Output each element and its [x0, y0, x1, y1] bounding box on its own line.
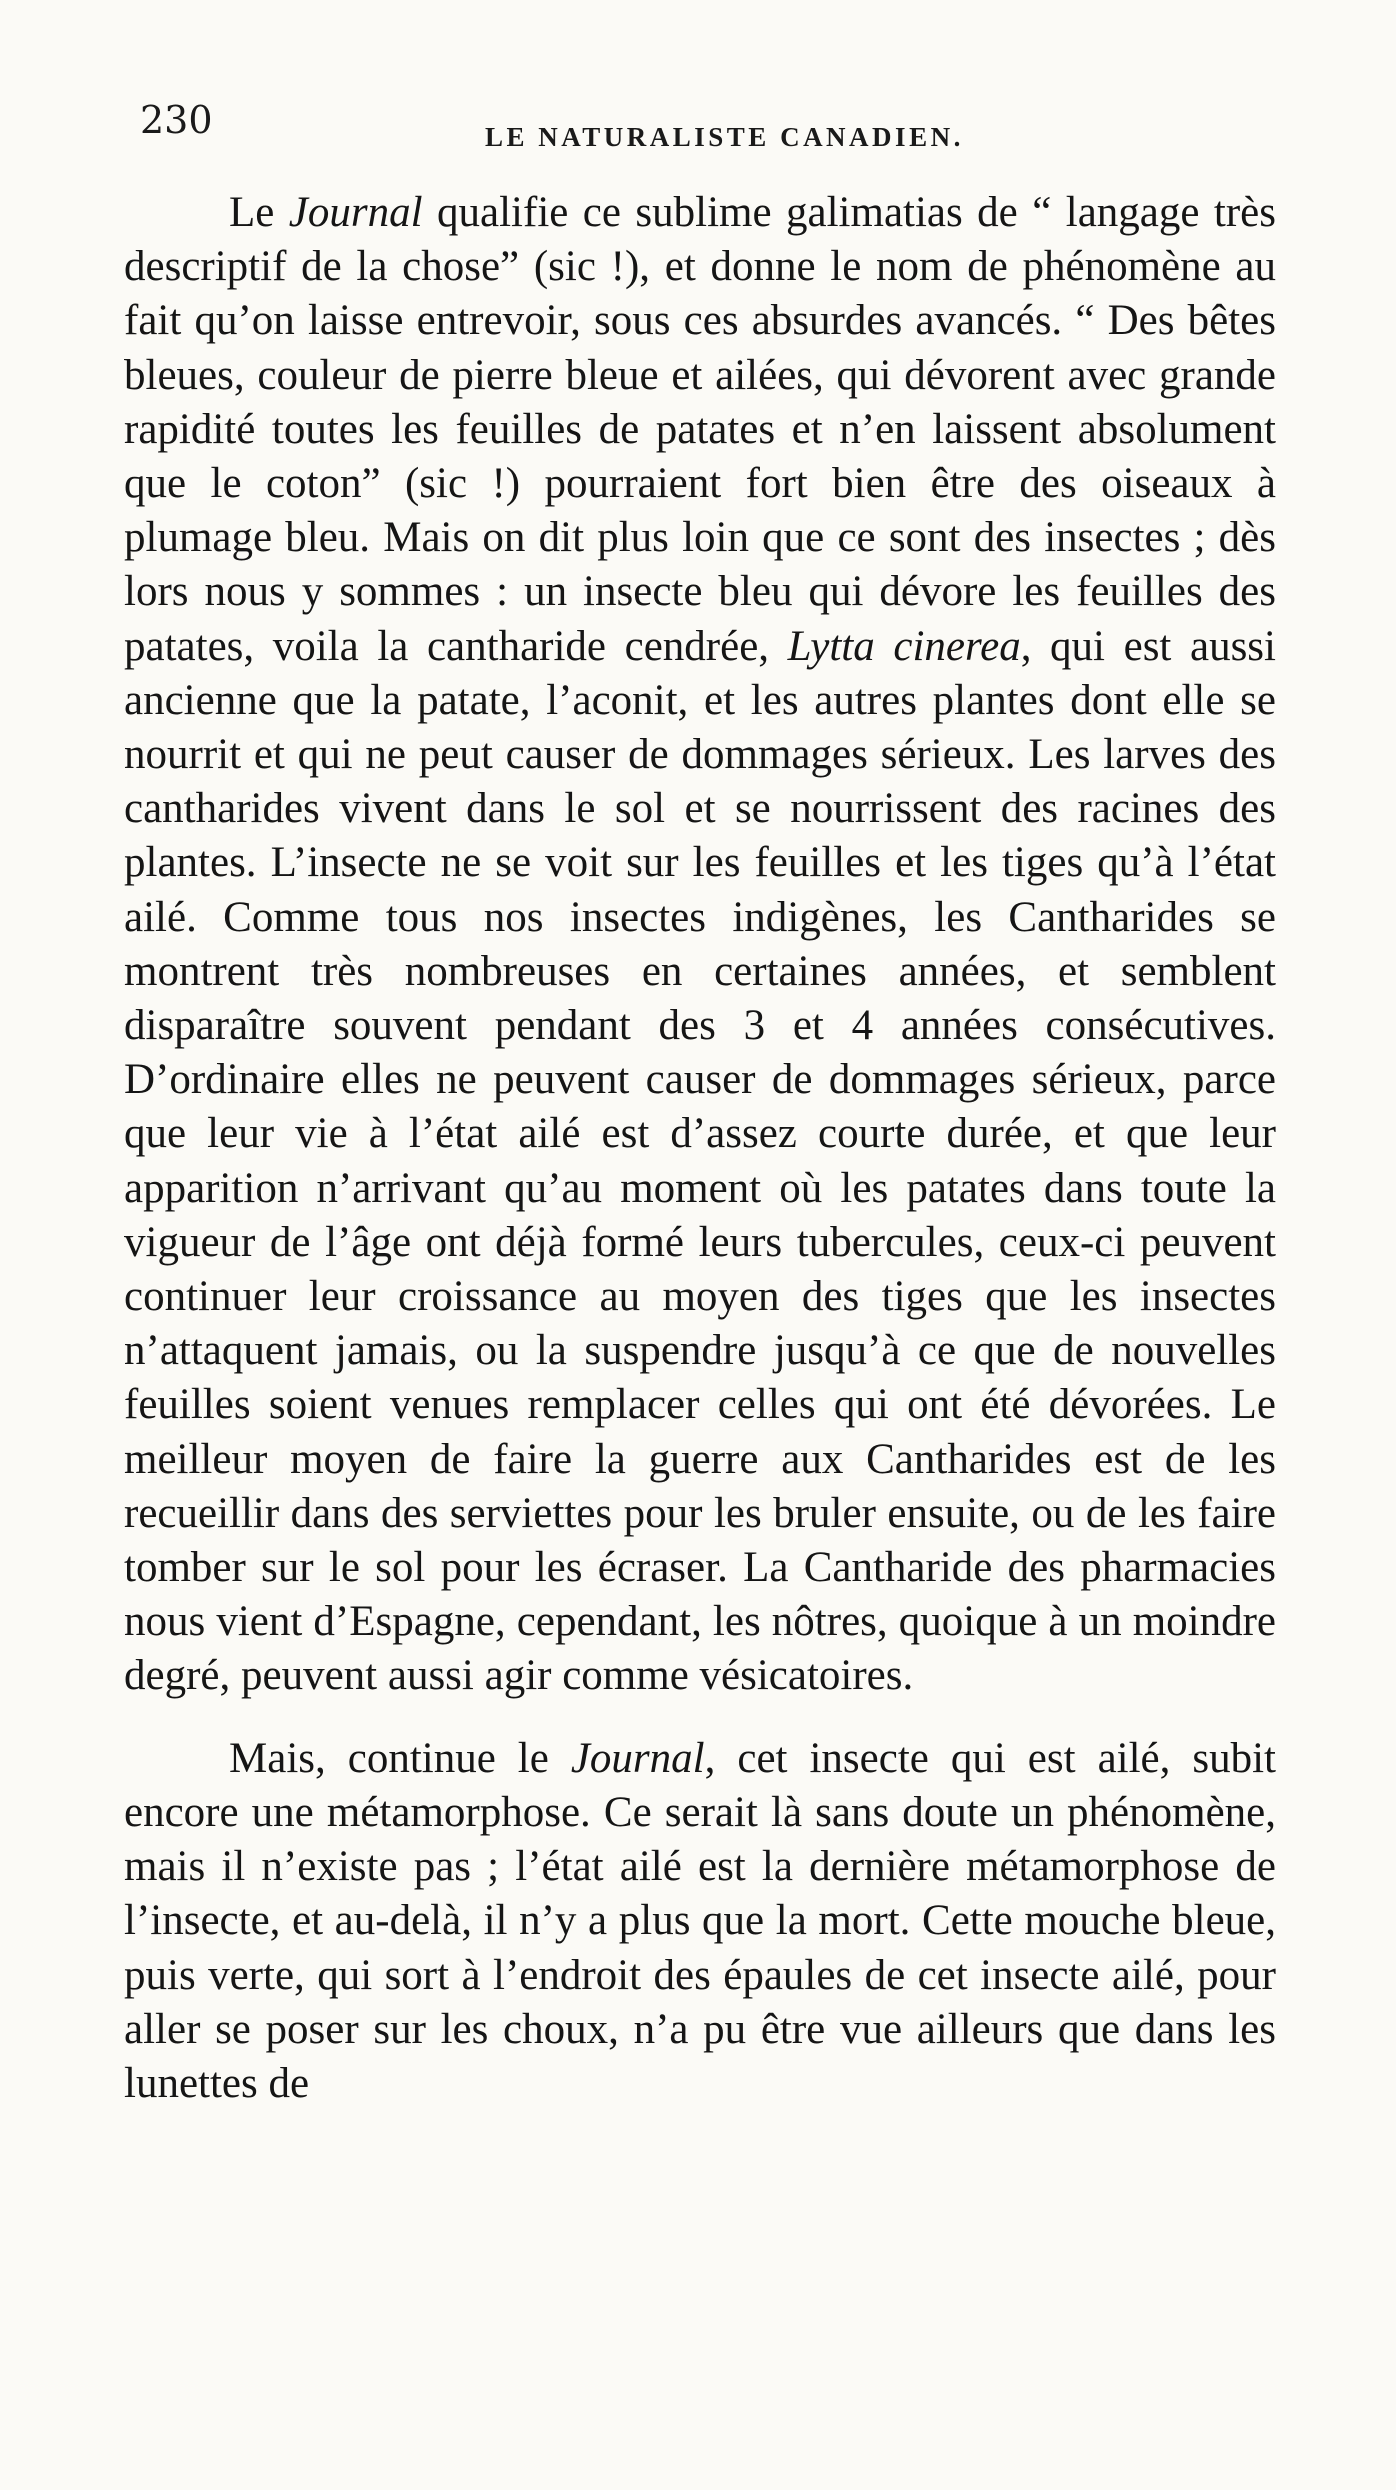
text-segment: Mais, continue le	[229, 1734, 571, 1782]
page-header	[140, 98, 1290, 158]
italic-segment: Journal	[288, 189, 423, 236]
paragraph-1	[124, 186, 1276, 1704]
text-segment: qualifie ce sublime galimatias de “ langage très descriptif de la chose” (sic !), et donne le nom de phénomène au fait qu’on laisse entrevoir, sous ces absurdes avancés. “ Des bêtes bleues, couleur de pierre bleue et ailées, qui dévorent avec grande rapidité toutes les feuilles de patates et n’en laissent absolument que le coton” (sic !) pourraient fort bien être des oiseaux à plumage bleu. Mais on dit plus loin que ce sont des insectes ; dès lors nous y sommes : un insecte bleu qui dévore les feuilles des patates, voila la cantharide cendrée,	[124, 189, 1276, 670]
body-text	[124, 186, 1276, 2111]
text-segment: , cet insecte qui est ailé, subit encore une métamorphose. Ce serait là sans doute un phénomène, mais il n’existe pas ; l’état ailé est la dernière métamorphose de l’insecte, et au-delà, il n’y a plus que la mort. Cette mouche bleue, puis verte, qui sort à l’endroit des épaules de cet insecte ailé, pour aller se poser sur les choux, n’a pu être vue ailleurs que dans les lunettes de	[124, 1734, 1276, 2107]
running-head: LE NATURALISTE CANADIEN.	[485, 122, 964, 152]
italic-segment: Journal	[570, 1734, 705, 1782]
text-segment: Le	[229, 189, 289, 236]
page-number: 230	[140, 98, 213, 142]
italic-segment: Lytta cinerea	[787, 622, 1021, 670]
text-segment: , qui est aussi ancienne que la patate, l’aconit, et les autres plantes dont elle se nourrit et qui ne peut causer de dommages sérieux. Les larves des cantharides vivent dans le sol et se nourrissent des racines des plantes. L’insecte ne se voit sur les feuilles et les tiges qu’à l’état ailé. Comme tous nos insectes indigènes, les Cantharides se montrent très nombreuses en certaines années, et semblent disparaître souvent pendant des 3 et 4 années consécutives. D’ordinaire elles ne peuvent causer de dommages sérieux, parce que leur vie à l’état ailé est d’assez courte durée, et que leur apparition n’arrivant qu’au moment où les patates dans toute la vigueur de l’âge ont déjà formé leurs tubercules, ceux-ci peuvent continuer leur croissance au moyen des tiges que les insectes n’attaquent jamais, ou la suspendre jusqu’à ce que de nouvelles feuilles soient venues remplacer celles qui ont été dévorées. Le meilleur moyen de faire la guerre aux Cantharides est de les recueillir dans des serviettes pour les bruler ensuite, ou de les faire tomber sur le sol pour les écraser. La Cantharide des pharmacies nous vient d’Espagne, cependant, les nôtres, quoique à un moindre degré, peuvent aussi agir comme vésicatoires.	[124, 622, 1276, 1700]
paragraph-2	[124, 1732, 1276, 2111]
